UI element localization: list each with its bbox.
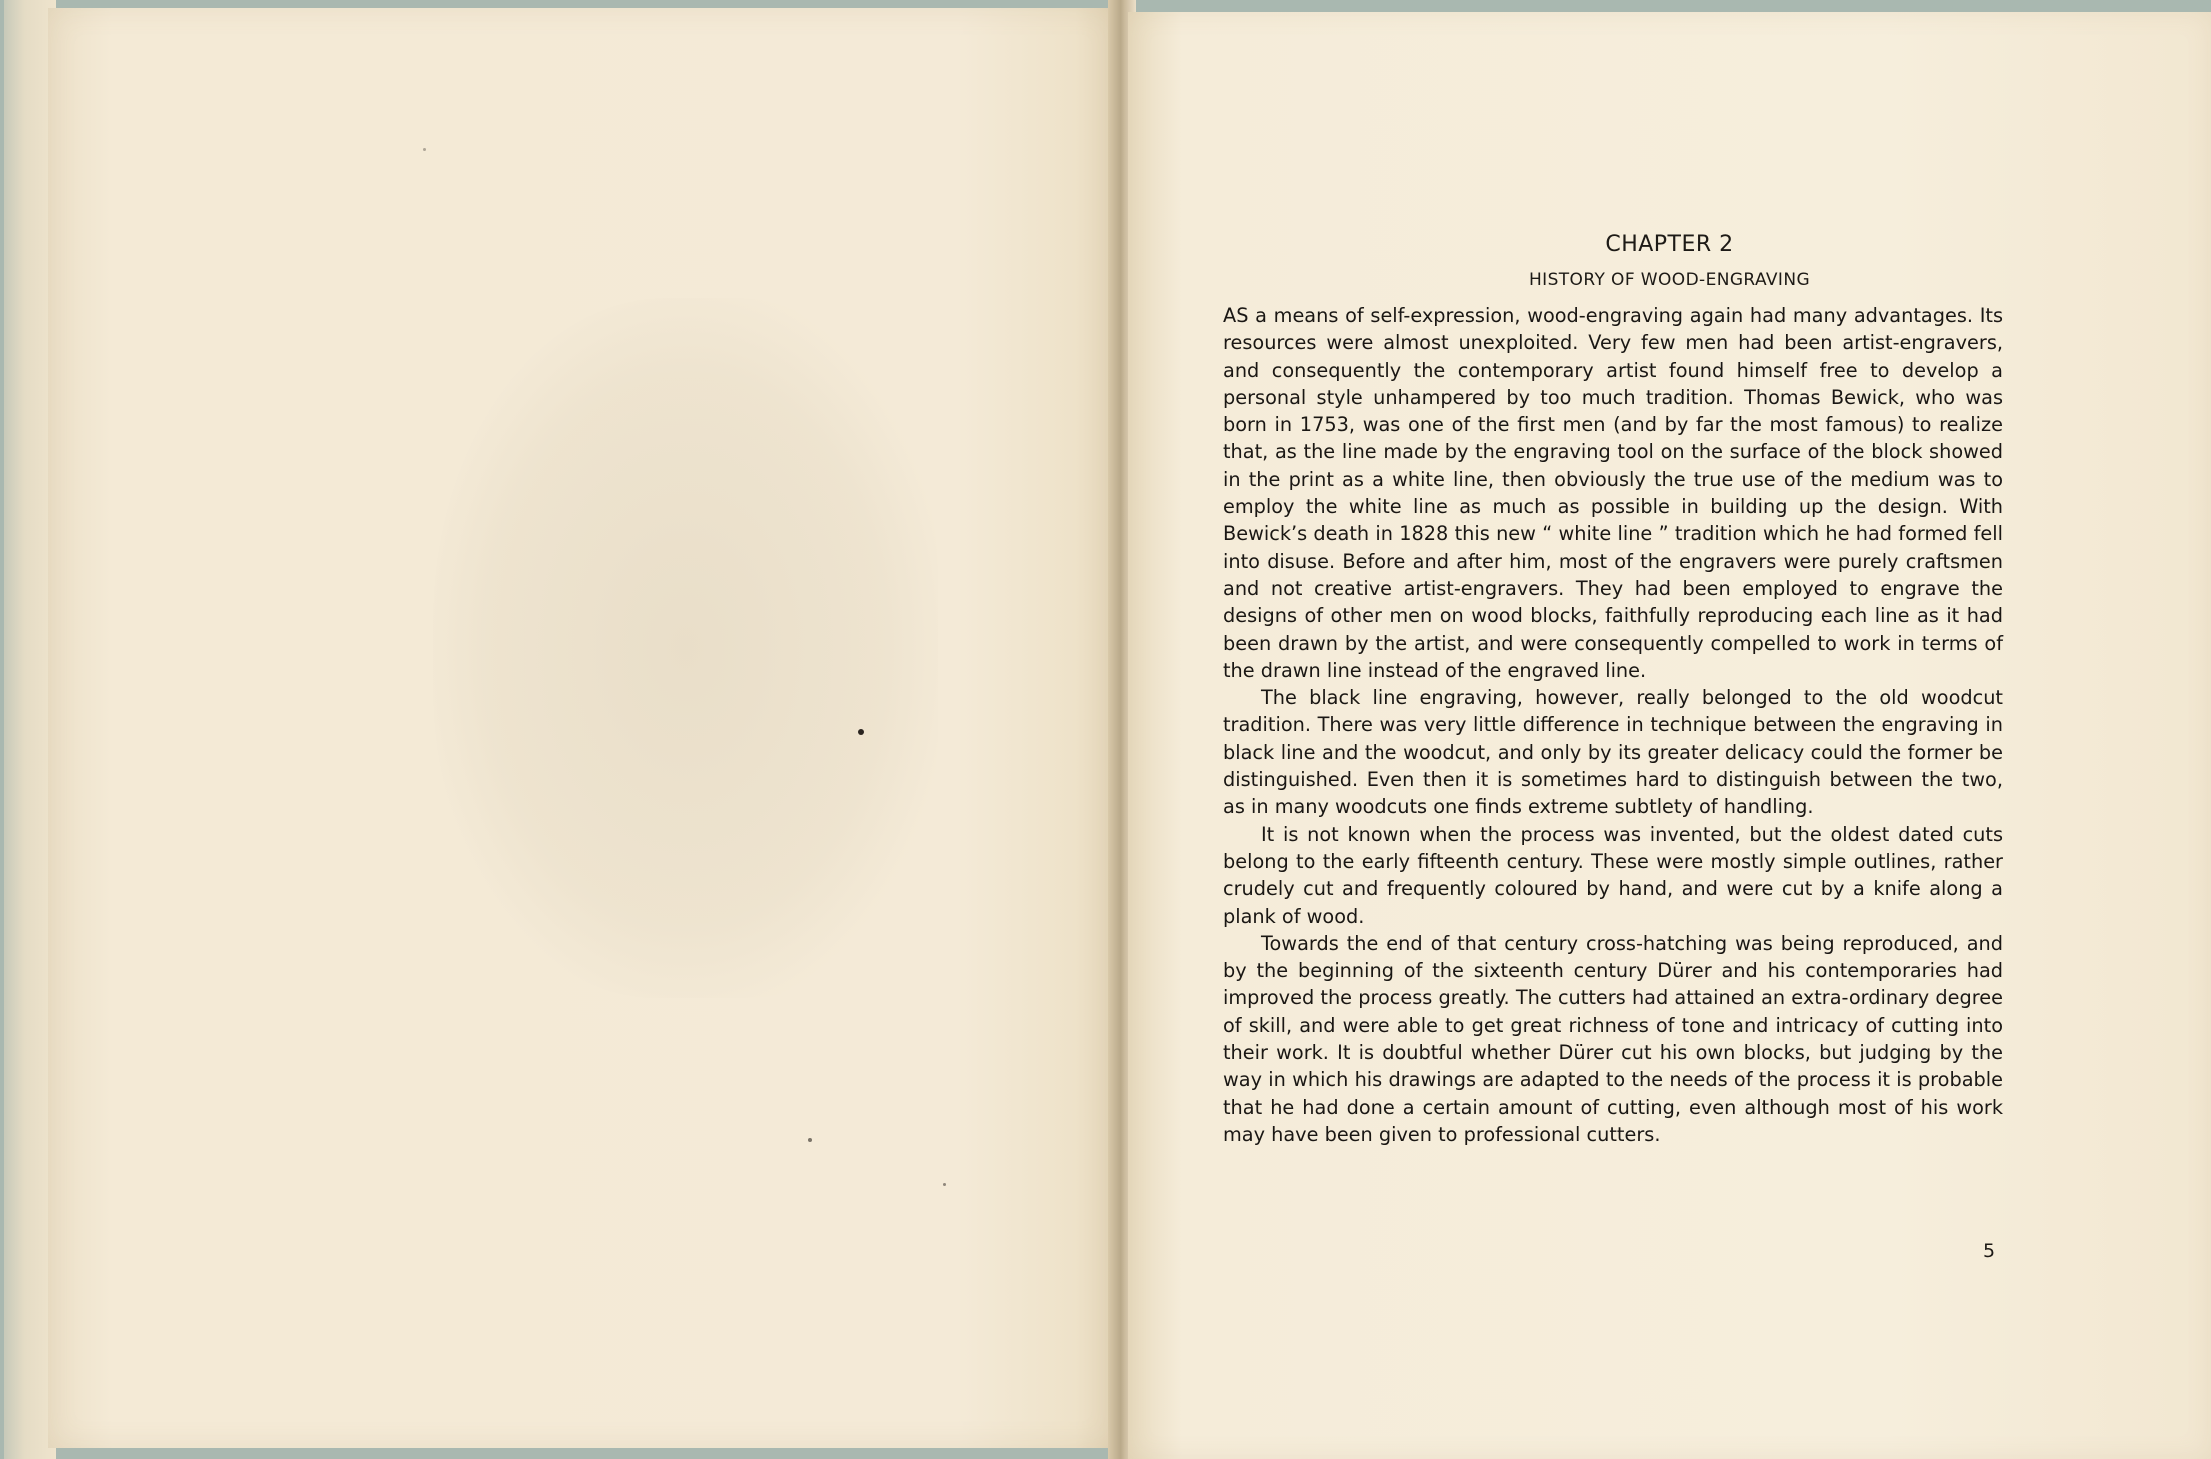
paragraph: AS a means of self-expression, wood-engraving again had many advantages. Its resources were almost unexploited. Very few men had been artist-engravers, and consequently the contemporary artist found himself free to develop a personal style unhampered by too much tradition. Thomas Bewick, who was born in 1753, was one of the first men (and by far the most famous) to realize that, as the line made by the engraving tool on the surface of the block showed in the print as a white line, then obviously the true use of the medium was to employ the white line as much as possible in building up the design. With Bewick’s death in 1828 this new “ white line ” tradition which he had formed fell into disuse. Before and after him, most of the engravers were purely craftsmen and not creative artist-engravers. They had been employed to engrave the designs of other men on wood blocks, faithfully reproducing each line as it had been drawn by the artist, and were consequently compelled to work in terms of the drawn line instead of the engraved line. — [1223, 304, 2003, 682]
chapter-title: HISTORY OF WOOD-ENGRAVING — [1528, 270, 1811, 290]
ink-speck — [858, 729, 864, 735]
ink-speck — [943, 1183, 946, 1186]
ink-speck — [808, 1138, 812, 1142]
left-page — [48, 8, 1118, 1448]
ink-speck — [423, 148, 426, 151]
paragraph: Towards the end of that century cross-hatching was being reproduced, and by the beginning of the sixteenth century Dürer and his contemporaries had improved the process greatly. The cutters had attained an extra-ordinary degree of skill, and were able to get great richness of tone and intricacy of cutting into their work. It is doubtful whether Dürer cut his own blocks, but judging by the way in which his drawings are adapted to the needs of the process it is probable that he had done a certain amount of cutting, even although most of his work may have been given to professional cutters. — [1223, 931, 2003, 1146]
show-through-illustration — [433, 298, 938, 998]
body-text — [1223, 302, 2003, 1148]
page-number: 5 — [1983, 1240, 1996, 1262]
right-page — [1128, 12, 2211, 1459]
paragraph: It is not known when the process was invented, but the oldest dated cuts belong to the early fifteenth century. These were mostly simple outlines, rather crudely cut and frequently coloured by hand, and were cut by a knife along a plank of wood. — [1223, 822, 2003, 928]
chapter-heading: CHAPTER 2 — [1605, 232, 1734, 257]
paragraph: The black line engraving, however, really belonged to the old woodcut tradition. There was very little difference in technique between the engraving in black line and the woodcut, and only by its greater delicacy could the former be distinguished. Even then it is sometimes hard to distinguish between the two, as in many woodcuts one finds extreme subtlety of handling. — [1223, 686, 2003, 819]
